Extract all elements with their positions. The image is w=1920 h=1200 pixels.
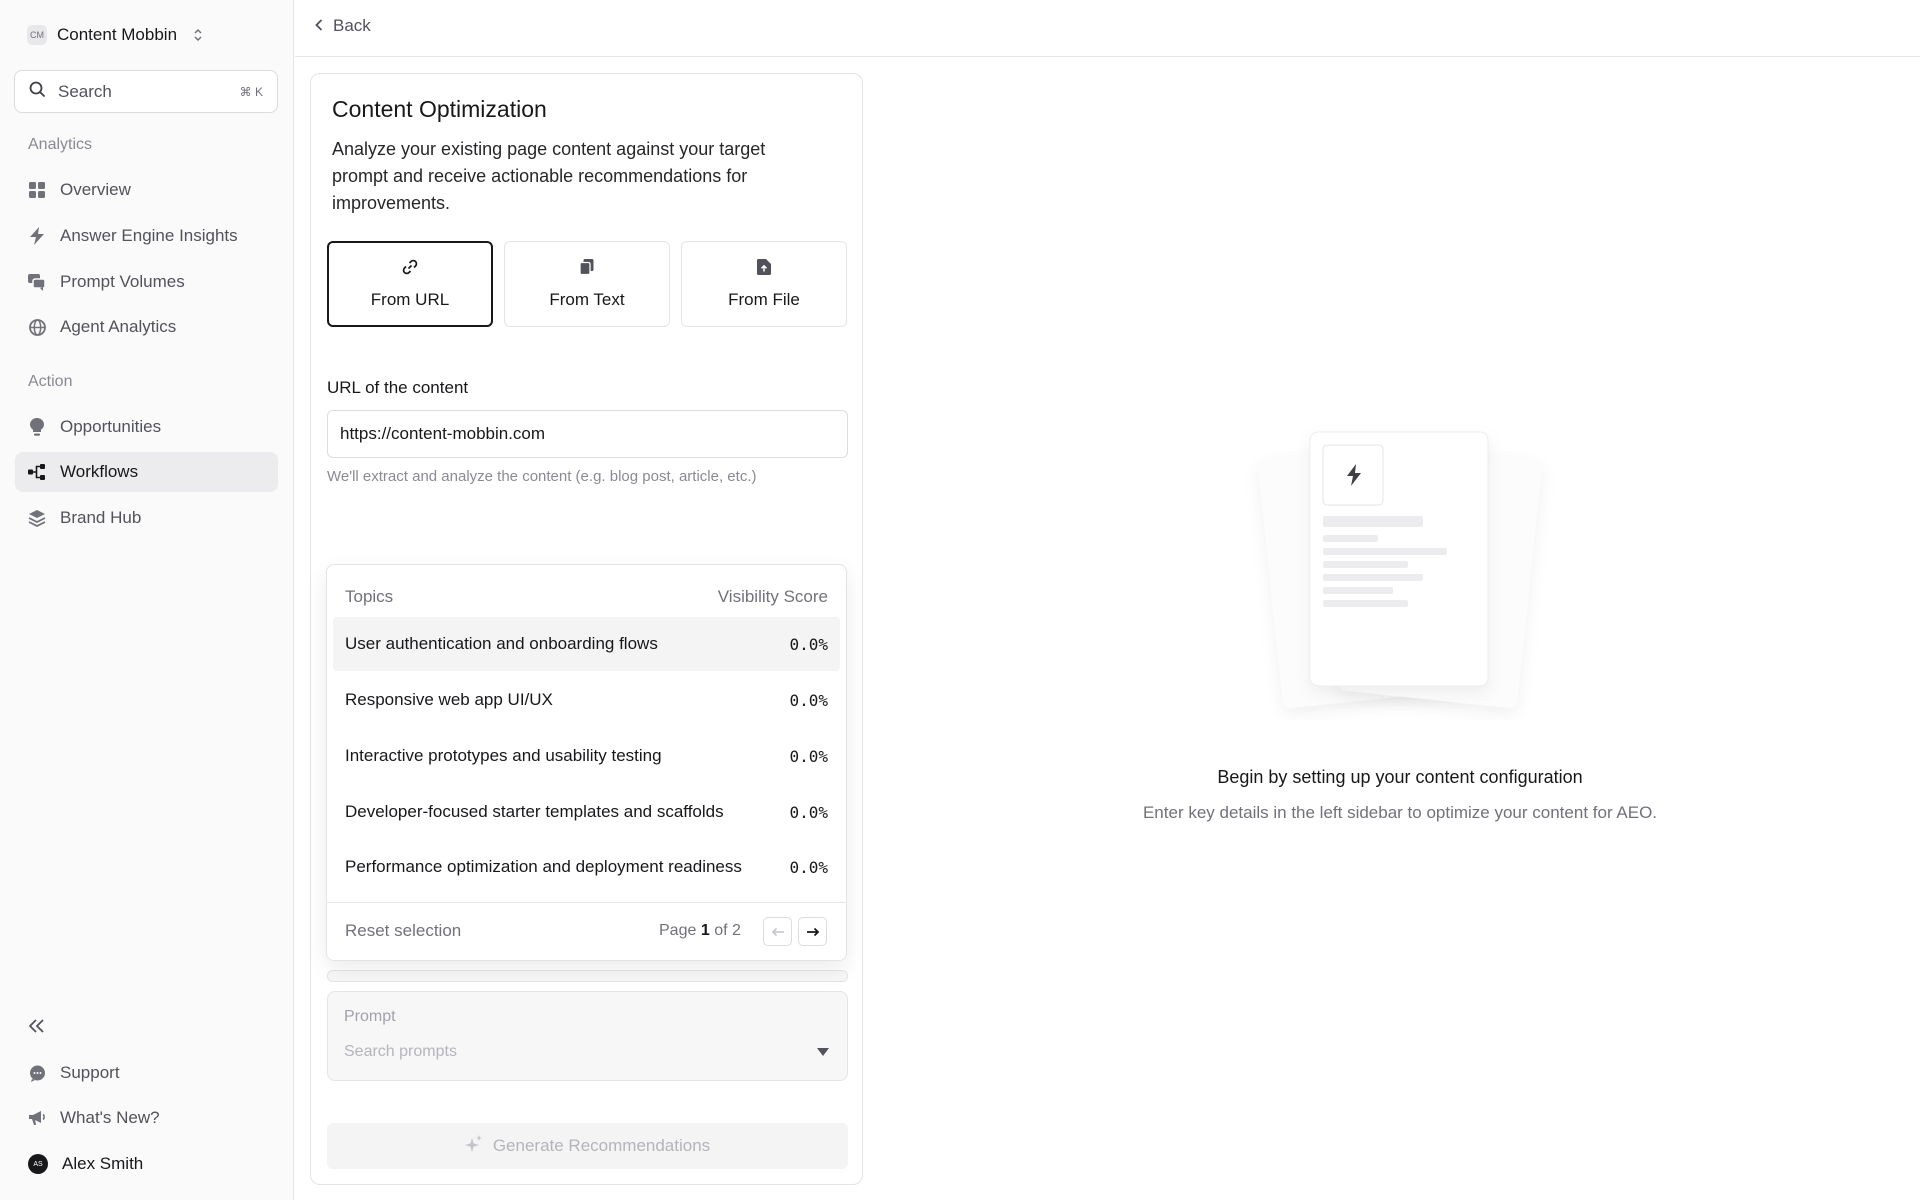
sidebar xyxy=(0,0,294,1200)
sidebar-item-label: What's New? xyxy=(60,1108,160,1127)
back-label: Back xyxy=(333,16,371,35)
search-icon xyxy=(29,81,46,103)
lightbulb-icon xyxy=(28,418,46,436)
source-option-label: From File xyxy=(728,289,800,309)
sidebar-item-opportunities[interactable] xyxy=(15,407,278,447)
topic-name: User authentication and onboarding flows xyxy=(345,634,658,653)
visibility-score: 0.0% xyxy=(789,634,828,654)
topic-row[interactable] xyxy=(333,673,840,727)
sidebar-item-support[interactable] xyxy=(15,1053,278,1093)
column-header-visibility-score: Visibility Score xyxy=(717,587,828,606)
bolt-icon xyxy=(28,227,46,245)
pagination-label xyxy=(659,922,741,940)
megaphone-icon xyxy=(28,1109,46,1127)
sidebar-item-whats-new[interactable] xyxy=(15,1098,278,1138)
chevron-up-down-icon xyxy=(193,28,203,42)
globe-icon xyxy=(28,318,46,336)
file-upload-icon xyxy=(757,259,771,280)
source-option-file[interactable] xyxy=(681,241,847,327)
sidebar-item-brand-hub[interactable] xyxy=(15,498,278,538)
source-option-text[interactable] xyxy=(504,241,670,327)
top-bar xyxy=(295,0,1920,57)
topic-row[interactable] xyxy=(333,785,840,839)
avatar: AS xyxy=(28,1154,48,1174)
empty-state-title: Begin by setting up your content configuration xyxy=(1217,767,1583,787)
arrow-right-icon xyxy=(806,927,820,937)
sidebar-item-prompt-volumes[interactable] xyxy=(15,262,278,302)
search-shortcut: ⌘ K xyxy=(239,84,263,99)
user-menu[interactable] xyxy=(15,1144,278,1184)
generate-recommendations-button[interactable] xyxy=(327,1123,848,1169)
topic-name: Interactive prototypes and usability testing xyxy=(345,746,662,765)
visibility-score: 0.0% xyxy=(789,746,828,766)
visibility-score: 0.0% xyxy=(789,802,828,822)
sidebar-item-label: Overview xyxy=(60,180,131,199)
chevron-left-icon xyxy=(315,16,323,36)
caret-down-icon xyxy=(817,1045,829,1059)
url-field-label: URL of the content xyxy=(327,378,469,397)
layers-icon xyxy=(28,509,46,527)
prev-page-button[interactable] xyxy=(763,917,792,946)
topics-header xyxy=(345,587,828,607)
workspace-badge: CM xyxy=(27,25,47,45)
prompt-placeholder: Search prompts xyxy=(344,1043,457,1060)
topics-popover xyxy=(326,564,847,961)
page-prefix: Page xyxy=(659,922,697,939)
grid-icon xyxy=(28,181,46,199)
next-page-button[interactable] xyxy=(798,917,827,946)
visibility-score: 0.0% xyxy=(789,690,828,710)
column-header-topics: Topics xyxy=(345,587,394,606)
source-option-label: From Text xyxy=(549,289,625,309)
sidebar-item-label: Workflows xyxy=(60,462,139,481)
topic-name: Responsive web app UI/UX xyxy=(345,690,553,709)
sidebar-item-agent-analytics[interactable] xyxy=(15,307,278,347)
page-description: Analyze your existing page content against your target prompt and receive actionable recommendations for improvements. xyxy=(332,139,766,213)
generate-label: Generate Recommendations xyxy=(492,1136,711,1155)
link-icon xyxy=(402,259,418,280)
sidebar-item-workflows[interactable] xyxy=(15,452,278,492)
topic-row[interactable] xyxy=(333,729,840,783)
sidebar-item-label: Prompt Volumes xyxy=(60,272,185,291)
user-name: Alex Smith xyxy=(62,1154,144,1173)
topics-footer xyxy=(327,902,846,962)
empty-state-illustration xyxy=(1230,420,1570,720)
back-button[interactable] xyxy=(315,16,371,36)
source-option-label: From URL xyxy=(370,289,450,309)
topics-select-field[interactable] xyxy=(327,970,848,982)
section-label-action: Action xyxy=(28,373,73,390)
sidebar-item-label: Support xyxy=(60,1063,120,1082)
sidebar-item-label: Opportunities xyxy=(60,417,162,436)
url-field-hint: We'll extract and analyze the content (e.g. blog post, article, etc.) xyxy=(327,468,757,485)
collapse-sidebar-icon[interactable] xyxy=(29,1016,45,1039)
workspace-name: Content Mobbin xyxy=(57,25,178,44)
sidebar-item-overview[interactable] xyxy=(15,170,278,210)
section-label-analytics: Analytics xyxy=(28,136,93,153)
page-current: 1 xyxy=(700,922,710,939)
search-input[interactable] xyxy=(14,70,278,113)
sidebar-item-answer-engine-insights[interactable] xyxy=(15,216,278,256)
support-chat-icon xyxy=(28,1064,46,1082)
page-of: of xyxy=(714,922,728,939)
arrow-left-icon xyxy=(771,927,785,937)
sidebar-item-label: Brand Hub xyxy=(60,508,142,527)
sidebar-item-label: Answer Engine Insights xyxy=(60,226,238,245)
sparkles-icon xyxy=(465,1135,483,1158)
workflow-icon xyxy=(28,463,46,481)
prompt-select[interactable] xyxy=(327,991,848,1081)
chat-icon xyxy=(28,273,46,291)
prompt-label: Prompt xyxy=(344,1008,396,1025)
visibility-score: 0.0% xyxy=(789,857,828,877)
topic-row[interactable] xyxy=(333,840,840,894)
sidebar-item-label: Agent Analytics xyxy=(60,317,177,336)
workspace-switcher[interactable] xyxy=(27,22,203,48)
search-placeholder: Search xyxy=(58,81,112,101)
page-total: 2 xyxy=(731,922,741,939)
topic-name: Developer-focused starter templates and scaffolds xyxy=(345,802,724,821)
reset-selection-button[interactable]: Reset selection xyxy=(345,921,462,940)
topic-name: Performance optimization and deployment readiness xyxy=(345,857,742,876)
source-option-url[interactable] xyxy=(327,241,493,327)
empty-state-subtitle: Enter key details in the left sidebar to optimize your content for AEO. xyxy=(1142,803,1658,822)
topic-row[interactable] xyxy=(333,617,840,671)
copy-icon xyxy=(580,259,594,280)
page-title: Content Optimization xyxy=(332,96,547,122)
url-field[interactable] xyxy=(327,410,848,458)
